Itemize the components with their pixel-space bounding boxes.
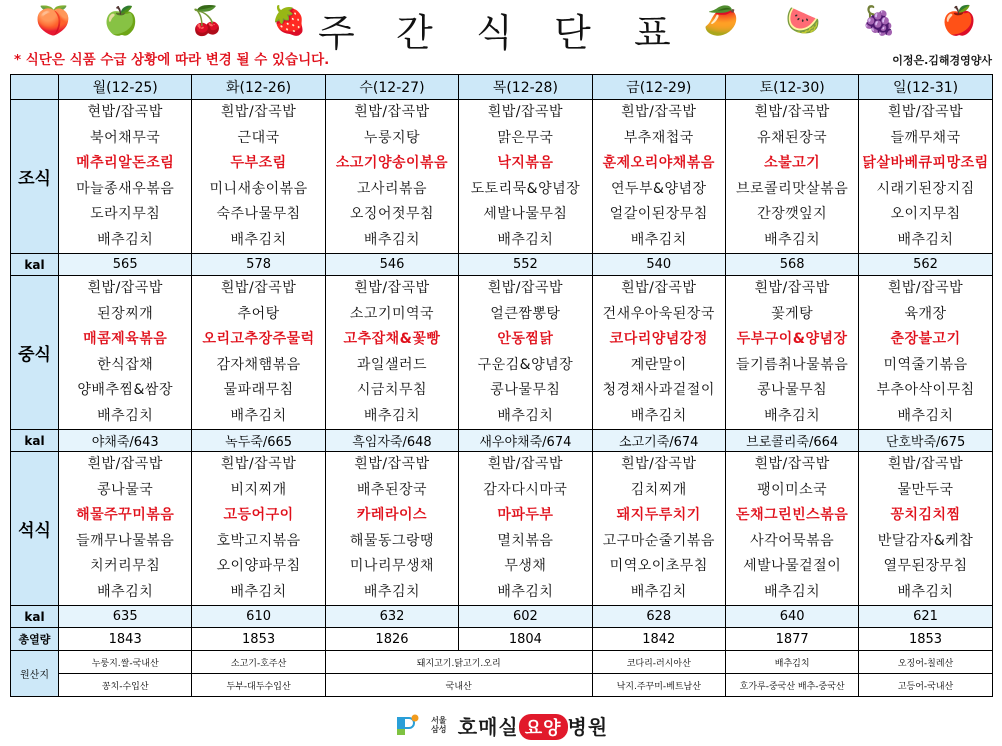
dish-item: 배추김치 <box>897 231 954 248</box>
meal-cell <box>459 276 592 430</box>
total-cell: 1804 <box>459 628 592 651</box>
dish-item: 흰밥/잡곡밥 <box>754 104 830 120</box>
dish-item: 흰밥/잡곡밥 <box>621 280 697 296</box>
dish-item: 비지찌개 <box>230 481 287 498</box>
total-cell: 1826 <box>325 628 458 651</box>
dish-item: 브로콜리맛살볶음 <box>736 180 849 197</box>
kal-cell: 새우야채죽/674 <box>459 430 592 452</box>
dish-item: 배추김치 <box>764 231 821 248</box>
main-dish: 돈채그린빈스볶음 <box>736 507 849 523</box>
kal-cell: 628 <box>592 606 725 628</box>
dish-item: 흰밥/잡곡밥 <box>621 104 697 120</box>
kal-cell: 야채죽/643 <box>59 430 192 452</box>
kal-label: kal <box>11 254 59 276</box>
total-label: 총열량 <box>11 628 59 651</box>
meal-cell <box>859 276 992 430</box>
meal-cell <box>592 276 725 430</box>
kal-row <box>11 254 993 276</box>
dish-item: 시금치무침 <box>356 382 428 398</box>
total-cell: 1843 <box>59 628 192 651</box>
day-header: 금(12-29) <box>592 75 725 100</box>
main-dish: 마파두부 <box>497 507 554 523</box>
meal-cell <box>192 100 325 254</box>
main-dish: 소고기양송이볶음 <box>335 155 449 171</box>
dish-item: 육개장 <box>904 305 947 322</box>
meal-cell <box>725 452 858 606</box>
dish-item: 배추김치 <box>363 231 421 248</box>
dish-item: 배추김치 <box>230 231 287 248</box>
dish-item: 호박고지볶음 <box>216 532 301 549</box>
meal-cell <box>459 100 592 254</box>
dish-item: 팽이미소국 <box>757 481 828 498</box>
main-dish: 소불고기 <box>764 155 821 171</box>
meal-cell <box>325 452 458 606</box>
dish-item: 누룽지탕 <box>363 129 421 146</box>
dish-item: 얼갈이된장무침 <box>609 206 708 222</box>
dish-item: 흰밥/잡곡밥 <box>487 456 564 472</box>
dish-item: 김치찌개 <box>630 481 687 498</box>
origin-cell: 코다리-러시아산 <box>592 651 725 674</box>
kal-cell: 621 <box>859 606 992 628</box>
dish-item: 배추김치 <box>97 407 154 424</box>
dish-item: 배추김치 <box>97 231 154 248</box>
dish-item: 배추된장국 <box>356 481 428 498</box>
kal-cell: 녹두죽/665 <box>192 430 325 452</box>
dish-item: 배추김치 <box>97 583 154 600</box>
dish-item: 배추김치 <box>230 583 287 600</box>
kal-cell: 578 <box>192 254 325 276</box>
kal-cell: 546 <box>325 254 458 276</box>
dish-item: 미역줄기볶음 <box>883 356 968 373</box>
main-dish: 코다리양념강정 <box>609 331 708 347</box>
dish-item: 구운김&양념장 <box>477 356 574 373</box>
dish-item: 된장찌개 <box>97 305 154 322</box>
dish-item: 소고기미역국 <box>349 305 435 322</box>
hospital-logo <box>0 704 1002 746</box>
logo-small-text: 서울 삼성 <box>431 716 447 734</box>
kal-cell: 흑임자죽/648 <box>325 430 458 452</box>
meal-row <box>11 100 993 254</box>
main-dish: 고등어구이 <box>223 507 294 523</box>
meal-label: 중식 <box>11 276 59 430</box>
day-header: 일(12-31) <box>859 75 992 100</box>
dish-item: 유채된장국 <box>757 129 828 146</box>
dish-item: 마늘종새우볶음 <box>76 180 175 197</box>
dish-item: 오이지무침 <box>890 206 961 222</box>
kal-cell: 602 <box>459 606 592 628</box>
dish-item: 흰밥/잡곡밥 <box>621 456 697 472</box>
dish-item: 부추아삭이무침 <box>876 382 975 398</box>
meal-cell <box>192 276 325 430</box>
main-dish: 낙지볶음 <box>497 155 554 171</box>
origin-row-2 <box>11 674 993 697</box>
hospital-name-post: 병원 <box>567 714 609 739</box>
dish-item: 양배추찜&쌈장 <box>77 382 173 398</box>
dish-item: 도라지무침 <box>90 206 161 222</box>
meal-cell <box>725 276 858 430</box>
dish-item: 현밥/잡곡밥 <box>87 104 163 120</box>
main-dish: 고추잡채&꽃빵 <box>343 331 441 347</box>
dish-item: 간장깻잎지 <box>757 206 828 222</box>
main-dish: 두부구이&양념장 <box>736 331 848 347</box>
main-dish: 카레라이스 <box>356 507 428 523</box>
meal-cell <box>325 100 458 254</box>
dish-item: 흰밥/잡곡밥 <box>887 104 964 120</box>
day-header: 월(12-25) <box>59 75 192 100</box>
kal-row <box>11 606 993 628</box>
dish-item: 배추김치 <box>630 583 687 600</box>
title-char-5: 표 <box>634 11 671 55</box>
main-dish: 오리고추장주물럭 <box>202 331 315 347</box>
dish-item: 계란말이 <box>630 356 687 373</box>
hospital-name-pre: 호매실 <box>457 714 519 739</box>
dish-item: 오징어젓무침 <box>349 206 435 222</box>
meal-label: 석식 <box>11 452 59 606</box>
kal-cell: 635 <box>59 606 192 628</box>
origin-cell: 누룽지.쌀-국내산 <box>59 651 192 674</box>
origin-cell: 두부-대두수입산 <box>192 674 325 697</box>
meal-row <box>11 276 993 430</box>
green-apple-icon: 🍏 <box>103 4 139 37</box>
dish-item: 세발나물겉절이 <box>743 558 842 574</box>
day-header: 수(12-27) <box>325 75 458 100</box>
meal-cell <box>459 452 592 606</box>
dish-item: 연두부&양념장 <box>610 180 707 197</box>
meal-label: 조식 <box>11 100 59 254</box>
kal-cell: 540 <box>592 254 725 276</box>
dish-item: 한식잡채 <box>97 356 154 373</box>
dish-item: 들깨무나물볶음 <box>76 532 175 549</box>
hospital-logo-mark-icon <box>394 713 420 737</box>
meal-cell <box>192 452 325 606</box>
dish-item: 흰밥/잡곡밥 <box>87 456 163 472</box>
dish-item: 반달감자&케찹 <box>877 532 974 549</box>
origin-cell: 국내산 <box>325 674 592 697</box>
kal-label: kal <box>11 606 59 628</box>
dish-item: 배추김치 <box>497 583 554 600</box>
main-dish: 메추리알돈조림 <box>76 155 175 171</box>
total-cell: 1853 <box>859 628 992 651</box>
main-dish: 훈제오리야채볶음 <box>602 155 715 171</box>
mango-icon: 🥭 <box>703 4 739 37</box>
dish-item: 배추김치 <box>897 583 954 600</box>
dish-item: 물만두국 <box>897 481 954 498</box>
origin-cell: 꽁치-수입산 <box>59 674 192 697</box>
kal-cell: 552 <box>459 254 592 276</box>
main-dish: 닭살바베큐피망조림 <box>862 155 989 171</box>
notice-text: * 식단은 식품 수급 상황에 따라 변경 될 수 있습니다. <box>14 52 330 68</box>
dish-item: 들기름취나물볶음 <box>736 356 849 373</box>
dish-item: 흰밥/잡곡밥 <box>354 280 430 296</box>
dish-item: 청경채사과겉절이 <box>602 382 715 398</box>
main-dish: 꽁치김치찜 <box>890 507 961 523</box>
dish-item: 배추김치 <box>363 583 421 600</box>
day-header: 목(12-28) <box>459 75 592 100</box>
dish-item: 흰밥/잡곡밥 <box>87 280 163 296</box>
main-dish: 두부조림 <box>230 155 287 171</box>
peach-icon: 🍑 <box>35 4 71 37</box>
kal-cell: 소고기죽/674 <box>592 430 725 452</box>
origin-row-1 <box>11 651 993 674</box>
dish-item: 감자채햄볶음 <box>216 356 301 373</box>
origin-cell: 고등어-국내산 <box>859 674 992 697</box>
main-dish: 매콤제육볶음 <box>83 331 168 347</box>
day-header: 토(12-30) <box>725 75 858 100</box>
title-char-4: 단 <box>554 11 591 55</box>
weekly-menu-table <box>10 74 993 697</box>
dish-item: 배추김치 <box>764 407 821 424</box>
dish-item: 근대국 <box>237 129 280 146</box>
dish-item: 배추김치 <box>897 407 954 424</box>
origin-cell: 소고기-호주산 <box>192 651 325 674</box>
author-text: 이정은.김해경영양사 <box>892 54 992 67</box>
origin-cell: 호가루-중국산 배추-중국산 <box>725 674 858 697</box>
dish-item: 얼큰짬뽕탕 <box>490 305 561 322</box>
dish-item: 열무된장무침 <box>883 558 968 574</box>
dish-item: 미역오이초무침 <box>609 558 708 574</box>
kal-cell: 640 <box>725 606 858 628</box>
origin-cell: 배추김치 <box>725 651 858 674</box>
dish-item: 추어탕 <box>237 305 280 322</box>
main-dish: 안동찜닭 <box>497 331 554 347</box>
dish-item: 배추김치 <box>630 407 687 424</box>
dish-item: 콩나물무침 <box>490 382 561 398</box>
dish-item: 고구마순줄기볶음 <box>602 532 715 549</box>
cherry-icon: 🍒 <box>189 4 225 37</box>
kal-cell: 568 <box>725 254 858 276</box>
dish-item: 흰밥/잡곡밥 <box>354 456 430 472</box>
dish-item: 과일샐러드 <box>356 356 428 373</box>
kal-cell: 610 <box>192 606 325 628</box>
title-char-1: 주 <box>318 11 355 55</box>
title-char-3: 식 <box>476 11 513 55</box>
dish-item: 흰밥/잡곡밥 <box>220 104 297 120</box>
dish-item: 흰밥/잡곡밥 <box>354 104 430 120</box>
meal-cell <box>59 100 192 254</box>
total-cell: 1853 <box>192 628 325 651</box>
dish-item: 흰밥/잡곡밥 <box>754 280 830 296</box>
dish-item: 콩나물국 <box>97 481 154 498</box>
dish-item: 흰밥/잡곡밥 <box>887 456 964 472</box>
dish-item: 고사리볶음 <box>356 180 428 197</box>
dish-item: 흰밥/잡곡밥 <box>220 456 297 472</box>
dish-item: 맑은무국 <box>497 129 554 146</box>
grapes-icon: 🍇 <box>861 4 897 37</box>
dish-item: 배추김치 <box>363 407 421 424</box>
dish-item: 배추김치 <box>497 231 554 248</box>
kal-cell: 단호박죽/675 <box>859 430 992 452</box>
origin-cell: 낙지.주꾸미-베트남산 <box>592 674 725 697</box>
dish-item: 꽃게탕 <box>771 305 814 322</box>
meal-cell <box>725 100 858 254</box>
dish-item: 배추김치 <box>230 407 287 424</box>
dish-item: 물파래무침 <box>223 382 294 398</box>
dish-item: 흰밥/잡곡밥 <box>220 280 297 296</box>
dish-item: 세발나물무침 <box>483 206 568 222</box>
kal-cell: 632 <box>325 606 458 628</box>
dish-item: 해물동그랑땡 <box>349 532 435 549</box>
kal-cell: 브로콜리죽/664 <box>725 430 858 452</box>
dish-item: 건새우아욱된장국 <box>602 305 715 322</box>
dish-item: 치커리무침 <box>90 558 161 574</box>
origin-label: 원산지 <box>11 651 59 697</box>
dish-item: 오이양파무침 <box>216 558 301 574</box>
dish-item: 흰밥/잡곡밥 <box>887 280 964 296</box>
pomegranate-icon: 🍎 <box>941 4 977 37</box>
meal-cell <box>325 276 458 430</box>
dish-item: 배추김치 <box>630 231 687 248</box>
dish-item: 도토리묵&양념장 <box>470 180 581 197</box>
dish-item: 미니새송이볶음 <box>209 180 308 197</box>
dish-item: 숙주나물무침 <box>216 206 301 222</box>
meal-cell <box>59 276 192 430</box>
dish-item: 미나리무생채 <box>349 558 435 574</box>
dish-item: 배추김치 <box>497 407 554 424</box>
origin-cell: 돼지고기.닭고기.오리 <box>325 651 592 674</box>
dish-item: 멸치볶음 <box>497 532 554 549</box>
corner-cell <box>11 75 59 100</box>
kal-label: kal <box>11 430 59 452</box>
day-header-row <box>11 75 993 100</box>
hospital-name-badge: 요양 <box>519 714 568 740</box>
dish-item: 사각어묵볶음 <box>750 532 835 549</box>
hospital-name <box>458 711 608 740</box>
total-cell: 1842 <box>592 628 725 651</box>
main-dish: 돼지두루치기 <box>616 507 701 523</box>
total-row <box>11 628 993 651</box>
total-cell: 1877 <box>725 628 858 651</box>
header <box>0 0 1002 55</box>
meal-cell <box>859 100 992 254</box>
watermelon-icon: 🍉 <box>785 4 821 37</box>
dish-item: 부추재첩국 <box>623 129 694 146</box>
dish-item: 북어채무국 <box>90 129 161 146</box>
dish-item: 흰밥/잡곡밥 <box>754 456 830 472</box>
kal-cell: 565 <box>59 254 192 276</box>
dish-item: 들깨무채국 <box>890 129 961 146</box>
day-header: 화(12-26) <box>192 75 325 100</box>
title-char-2: 간 <box>396 11 433 55</box>
meal-cell <box>859 452 992 606</box>
dish-item: 시래기된장지짐 <box>876 180 975 197</box>
meal-cell <box>592 100 725 254</box>
dish-item: 감자다시마국 <box>483 481 568 498</box>
main-dish: 춘장불고기 <box>890 331 961 347</box>
main-dish: 해물주꾸미볶음 <box>76 507 175 523</box>
meal-cell <box>592 452 725 606</box>
dish-item: 무생채 <box>504 558 547 574</box>
dish-item: 배추김치 <box>764 583 821 600</box>
meal-cell <box>59 452 192 606</box>
dish-item: 흰밥/잡곡밥 <box>487 104 564 120</box>
raspberry-icon: 🍓 <box>271 4 307 37</box>
dish-item: 콩나물무침 <box>757 382 828 398</box>
origin-cell: 오징어-칠레산 <box>859 651 992 674</box>
dish-item: 흰밥/잡곡밥 <box>487 280 564 296</box>
meal-row <box>11 452 993 606</box>
kal-row <box>11 430 993 452</box>
kal-cell: 562 <box>859 254 992 276</box>
